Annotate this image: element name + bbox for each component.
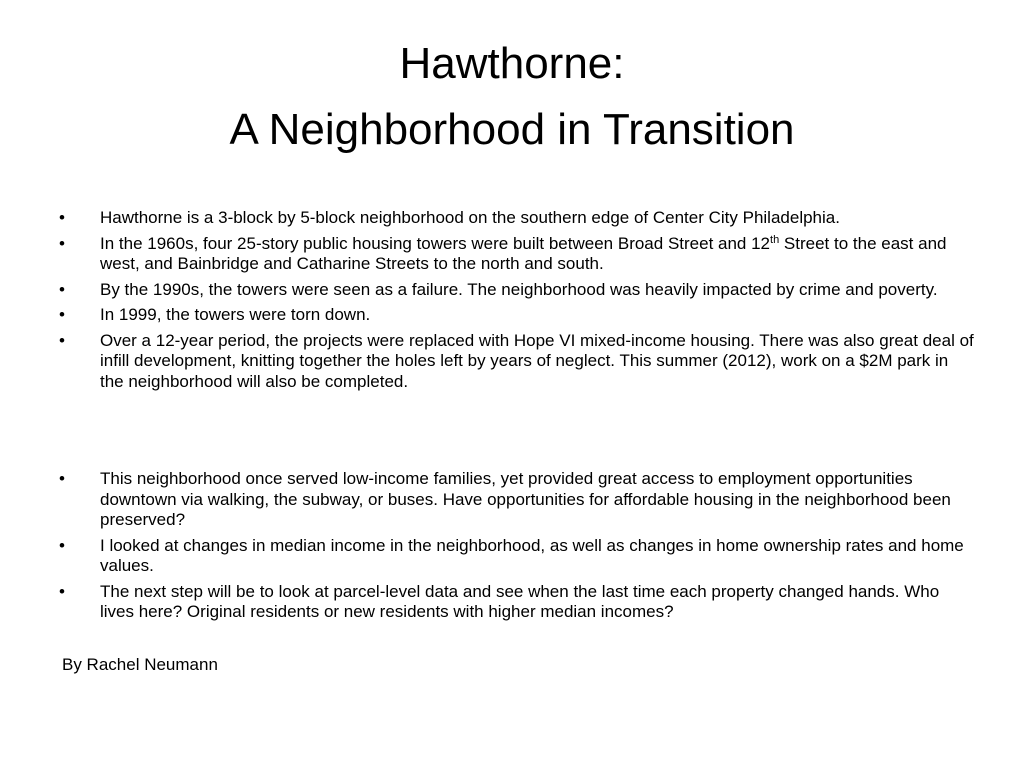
ordinal-suffix: th	[770, 233, 780, 246]
bullet-text: This neighborhood once served low-income families, yet provided great access to employment opportunities downtown via walking, the subway, or buses. Have opportunities for affordable housing in the neighborhood been preserved?	[100, 469, 951, 529]
bullet-marker: •	[59, 469, 65, 488]
bullet-list-research	[56, 469, 976, 628]
bullet-list-facts	[56, 208, 976, 397]
bullet-item	[56, 331, 976, 393]
bullet-text: In the 1960s, four 25-story public housing towers were built between Broad Street and 12th Street to the east and west, and Bainbridge and Catharine Streets to the north and south.	[100, 233, 947, 273]
bullet-text: By the 1990s, the towers were seen as a failure. The neighborhood was heavily impacted by crime and poverty.	[100, 279, 938, 299]
bullet-item	[56, 208, 976, 229]
bullet-text: I looked at changes in median income in the neighborhood, as well as changes in home ownership rates and home values.	[100, 535, 964, 575]
slide-title-line-1: Hawthorne:	[399, 39, 625, 88]
bullet-item	[56, 305, 976, 326]
bullet-marker: •	[59, 330, 65, 350]
bullet-text: In 1999, the towers were torn down.	[100, 305, 371, 324]
bullet-marker: •	[59, 279, 65, 299]
bullet-marker: •	[59, 233, 65, 253]
slide-title-line-2: A Neighborhood in Transition	[229, 105, 795, 154]
bullet-text: Hawthorne is a 3-block by 5-block neighborhood on the southern edge of Center City Philadelphia.	[100, 208, 840, 227]
bullet-text: Over a 12-year period, the projects were replaced with Hope VI mixed-income housing. There was also great deal of infill development, knitting together the holes left by years of neglect. This summer (2012), work on a $2M park in the neighborhood will also be completed.	[100, 330, 974, 391]
author-credit: By Rachel Neumann	[62, 655, 218, 674]
bullet-item	[56, 582, 976, 623]
bullet-marker: •	[59, 208, 65, 227]
bullet-item	[56, 536, 976, 577]
bullet-marker: •	[59, 581, 65, 601]
bullet-marker: •	[59, 305, 65, 324]
bullet-item	[56, 280, 976, 301]
bullet-text: The next step will be to look at parcel-level data and see when the last time each property changed hands. Who lives here? Original residents or new residents with higher median incomes?	[100, 581, 940, 621]
bullet-marker: •	[59, 535, 65, 555]
bullet-item	[56, 469, 976, 531]
bullet-item	[56, 234, 976, 275]
